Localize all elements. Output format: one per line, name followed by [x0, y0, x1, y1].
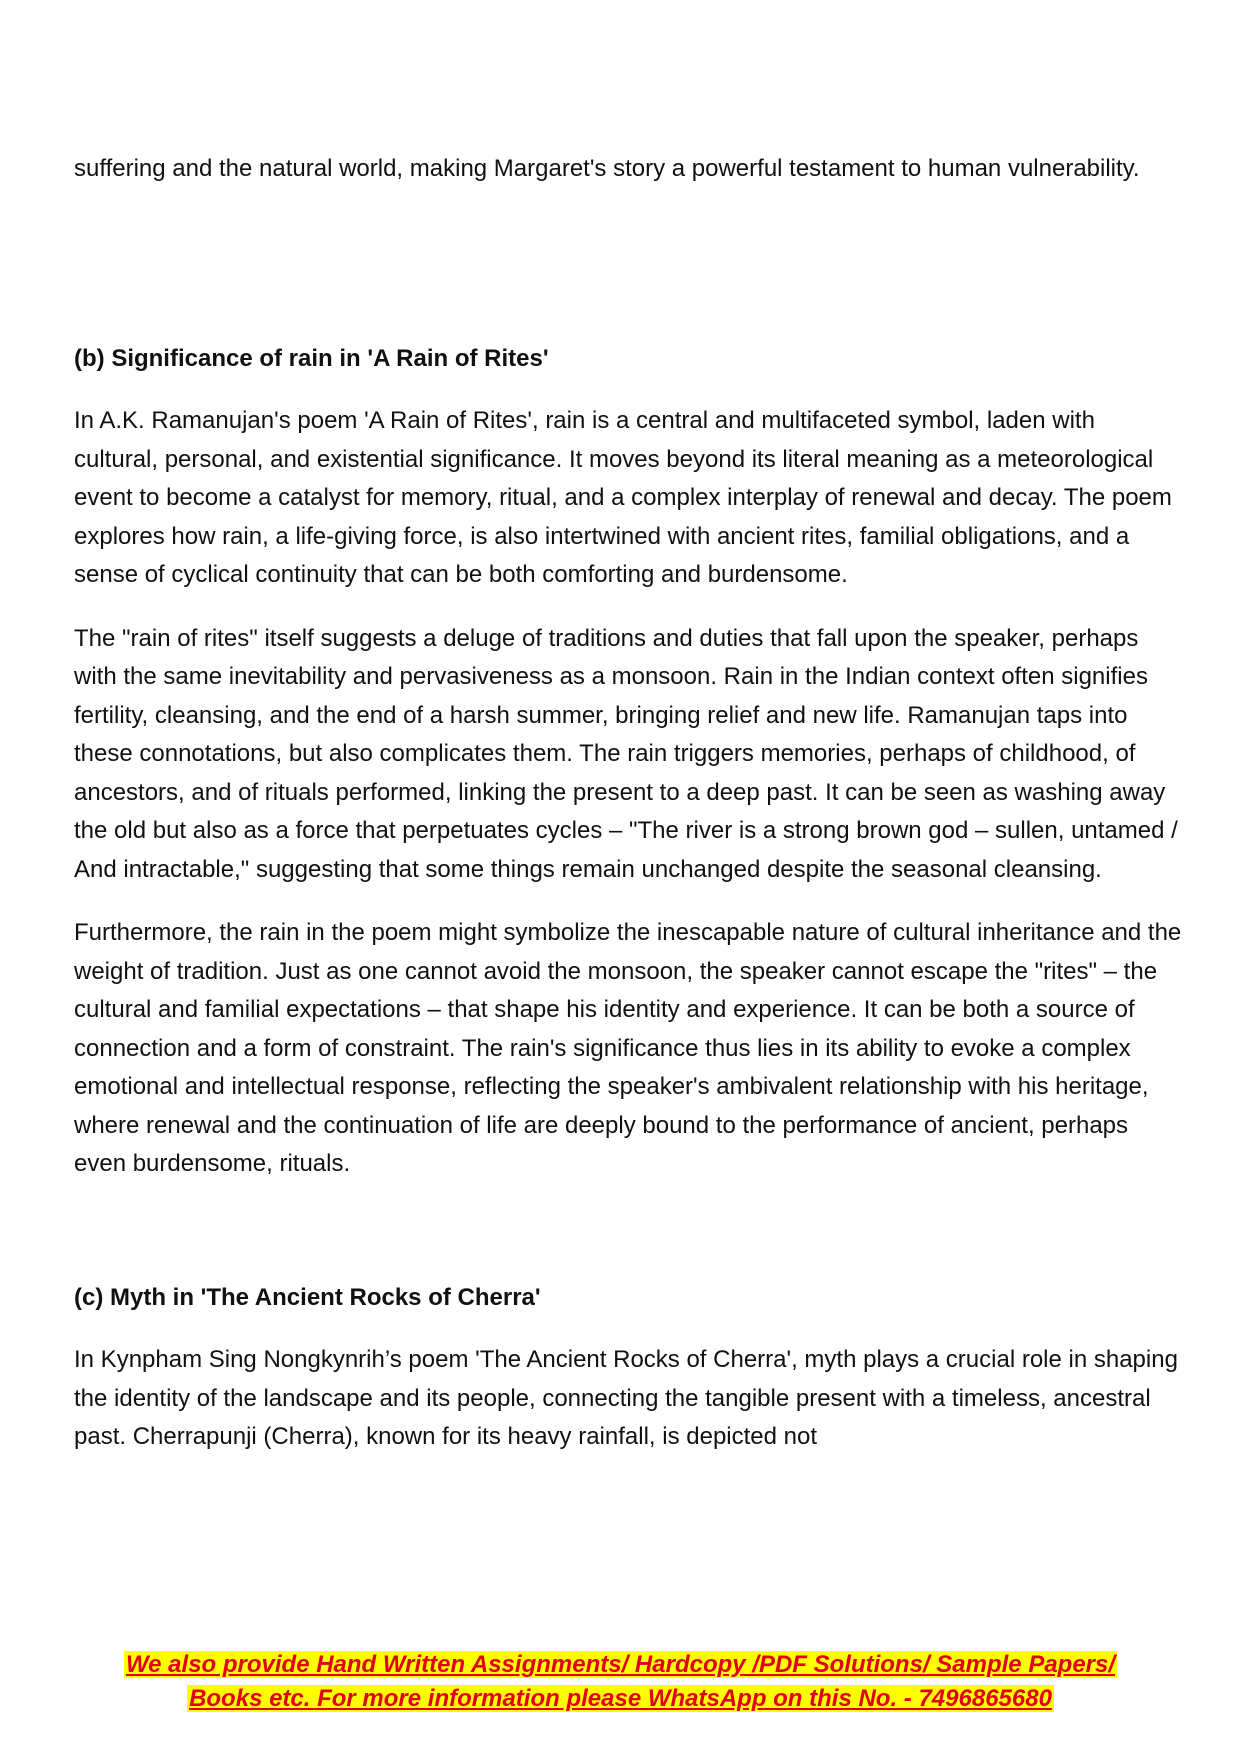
- section-c-paragraph-1: In Kynpham Sing Nongkynrih’s poem 'The Ancient Rocks of Cherra', myth plays a crucial role in shaping the identity of the landscape and its people, connecting the tangible present with a timeless, ancestral past. Cherrapunji (Cherra), known for its heavy rainfall, is depicted not: [74, 1346, 1178, 1450]
- page-content: [74, 150, 1184, 1457]
- promo-line-2: Books etc. For more information please WhatsApp on this No. - 7496865680: [189, 1685, 1052, 1712]
- section-b-paragraph-3: Furthermore, the rain in the poem might symbolize the inescapable nature of cultural inheritance and the weight of tradition. Just as one cannot avoid the monsoon, the speaker cannot escape the "rites" – the cultural and familial expectations – that shape his identity and experience. It can be both a source of connection and a form of constraint. The rain's significance thus lies in its ability to evoke a complex emotional and intellectual response, reflecting the speaker's ambivalent relationship with his heritage, where renewal and the continuation of life are deeply bound to the performance of ancient, perhaps even burdensome, rituals.: [74, 919, 1182, 1177]
- spacer: [74, 889, 1184, 914]
- promo-line-1: We also provide Hand Written Assignments/ Hardcopy /PDF Solutions/ Sample Papers/: [125, 1651, 1116, 1678]
- spacer: [74, 595, 1184, 620]
- spacer: [74, 378, 1184, 402]
- intro-paragraph: suffering and the natural world, making Margaret's story a powerful testament to human vulnerability.: [74, 155, 1140, 182]
- spacer: [74, 1184, 1184, 1279]
- section-c-heading: (c) Myth in 'The Ancient Rocks of Cherra': [74, 1283, 541, 1311]
- spacer: [74, 1317, 1184, 1341]
- section-b-heading: (b) Significance of rain in 'A Rain of Rites': [74, 344, 549, 372]
- section-b-paragraph-2: The "rain of rites" itself suggests a deluge of traditions and duties that fall upon the speaker, perhaps with the same inevitability and pervasiveness as a monsoon. Rain in the Indian context often signifies fertility, cleansing, and the end of a harsh summer, bringing relief and new life. Ramanujan taps into these connotations, but also complicates them. The rain triggers memories, perhaps of childhood, of ancestors, and of rituals performed, linking the present to a deep past. It can be seen as washing away the old but also as a force that perpetuates cycles – "The river is a strong brown god – sullen, untamed / And intractable," suggesting that some things remain unchanged despite the seasonal cleansing.: [74, 624, 1178, 883]
- spacer: [74, 189, 1184, 340]
- footer-promo-banner: [0, 1648, 1241, 1716]
- section-b-paragraph-1: In A.K. Ramanujan's poem 'A Rain of Rites', rain is a central and multifaceted symbol, laden with cultural, personal, and existential significance. It moves beyond its literal meaning as a meteorological event to become a catalyst for memory, ritual, and a complex interplay of renewal and decay. The poem explores how rain, a life-giving force, is also intertwined with ancient rites, familial obligations, and a sense of cyclical continuity that can be both comforting and burdensome.: [74, 407, 1172, 588]
